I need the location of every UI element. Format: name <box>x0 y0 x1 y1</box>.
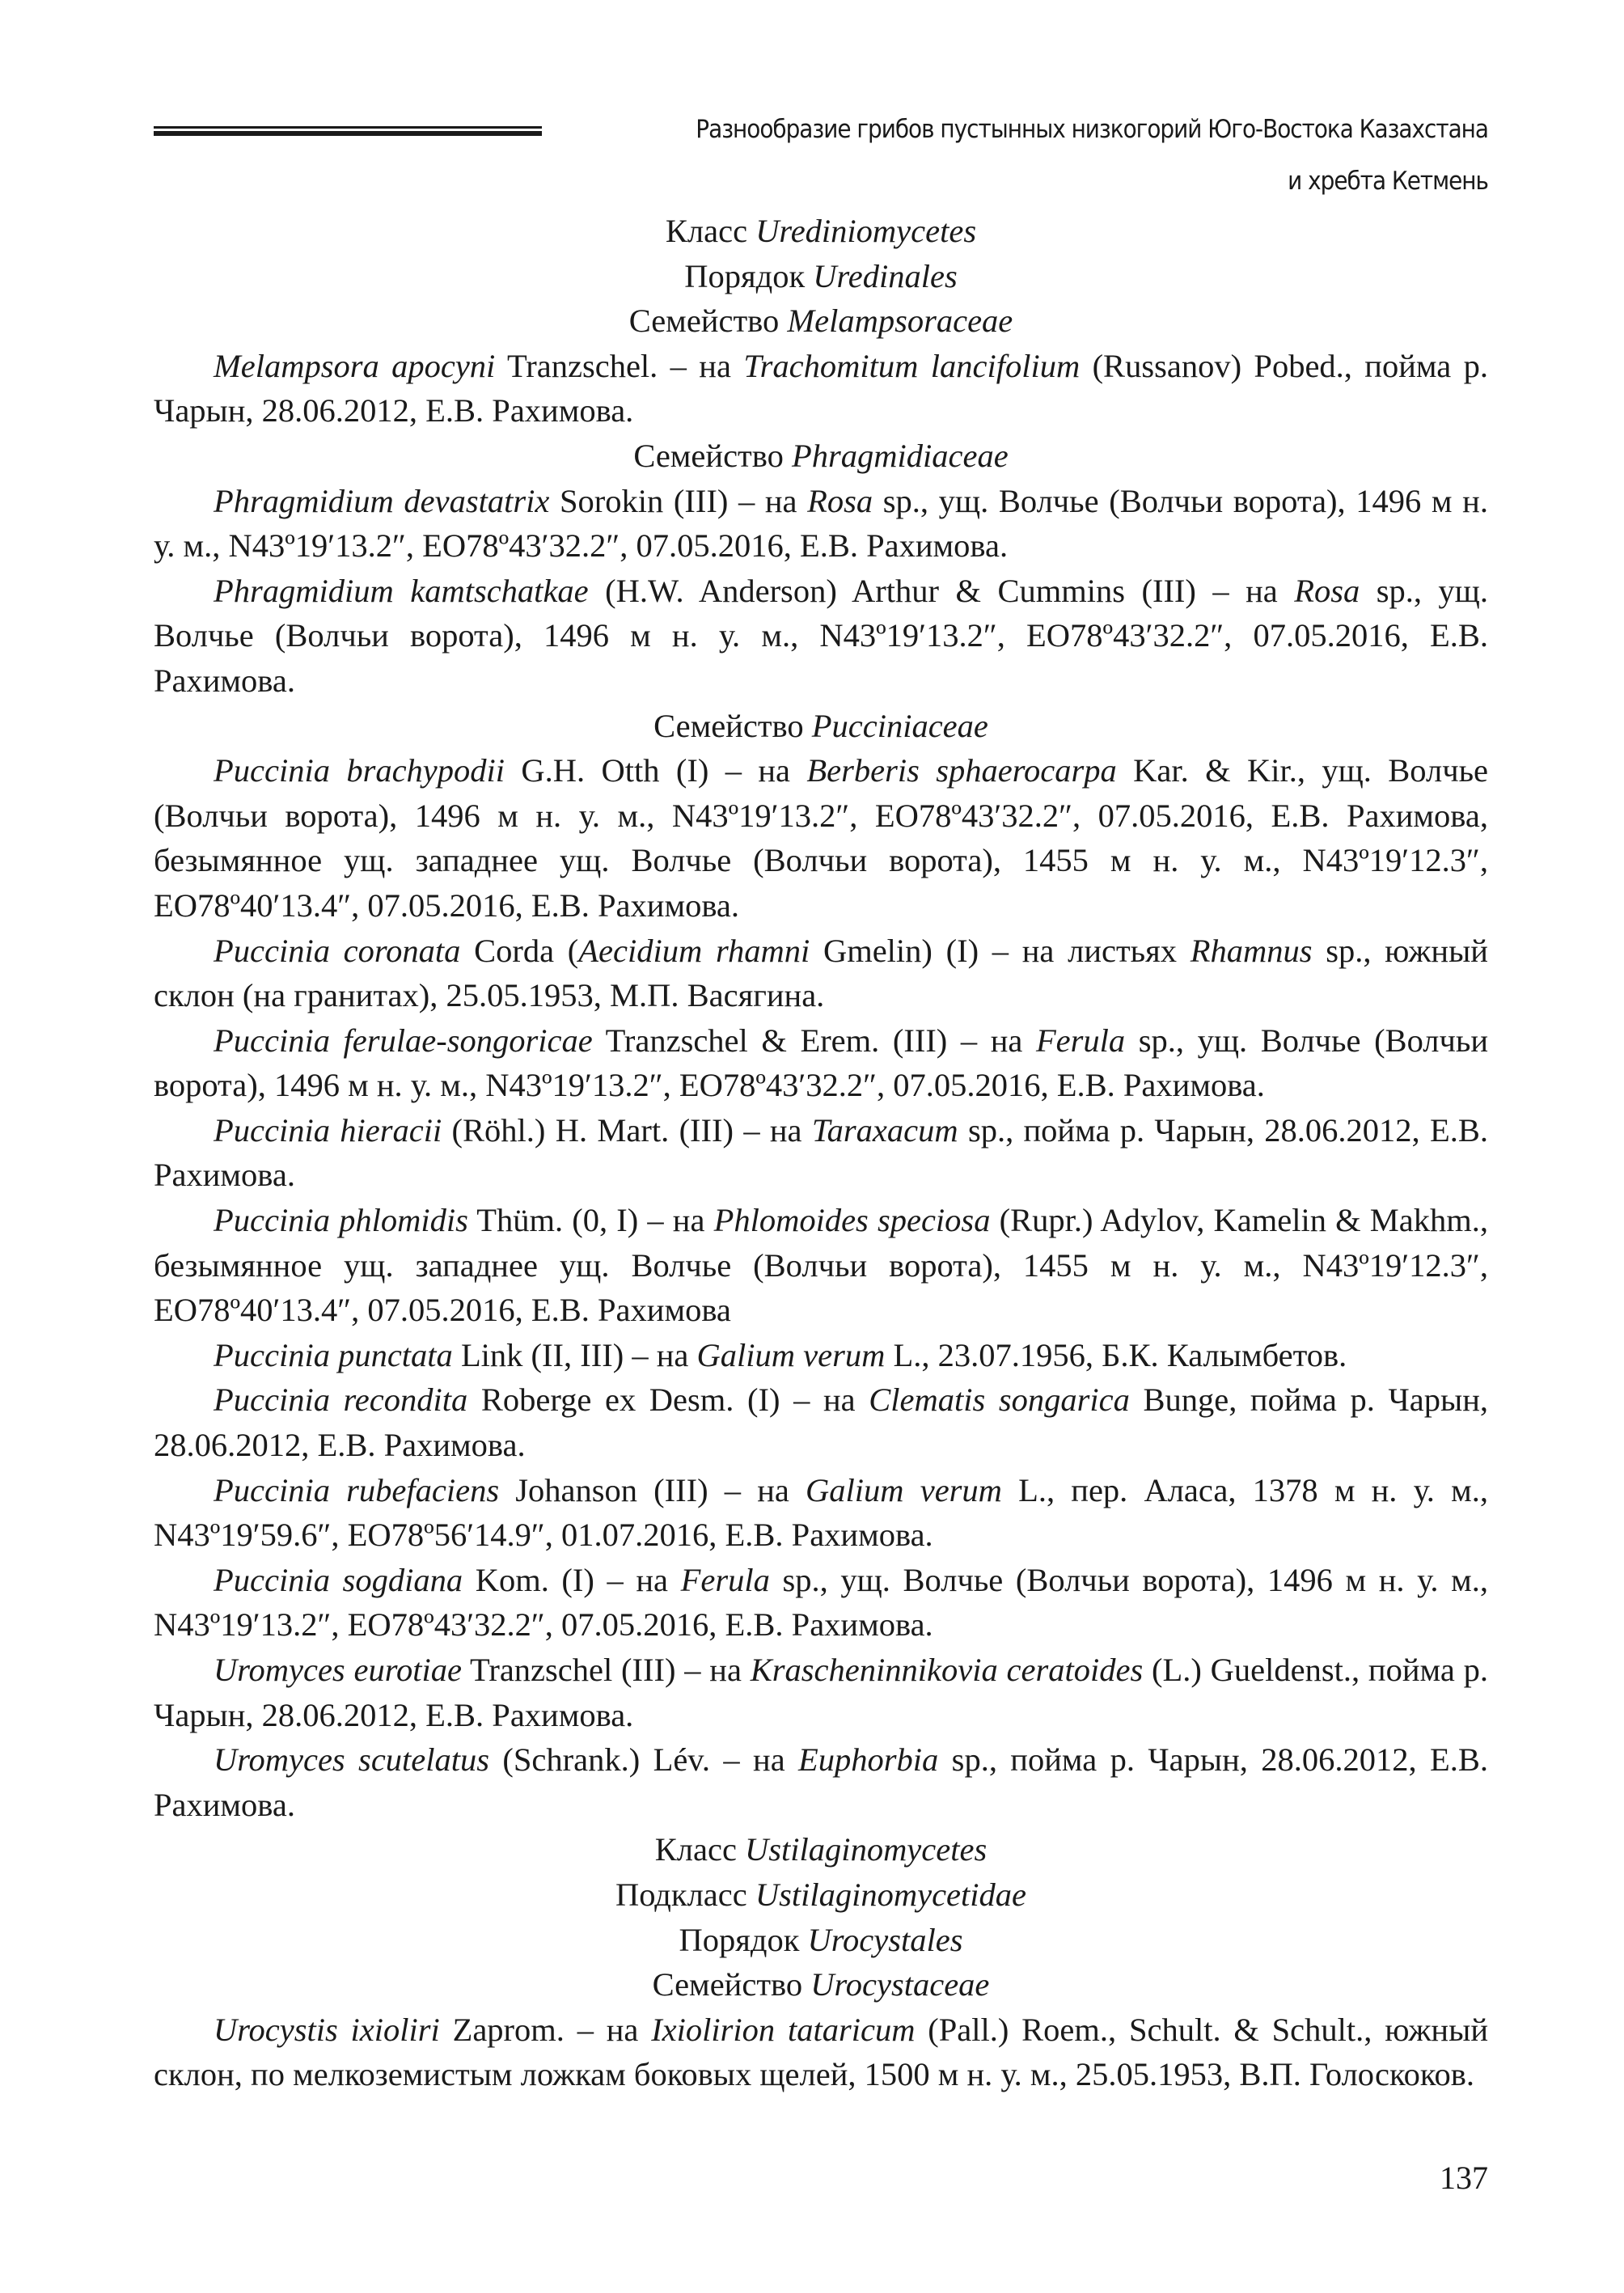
latin-name: Puccinia ferulae-songoricae <box>214 1022 593 1059</box>
entry-text: Zaprom. – на <box>439 2011 652 2048</box>
entry-text: Порядок <box>684 257 814 294</box>
entry-text: Roberge ex Desm. (I) – на <box>467 1381 869 1419</box>
entry-text: Link (II, III) – на <box>452 1336 697 1373</box>
entry-text: sp., пойма р. Чарын, 28.06.2012, Е.В. Рахимова. <box>154 1111 1488 1194</box>
latin-name: Melampsora apocyni <box>214 347 496 384</box>
entry-text: sp., ущ. Волчье (Волчьи ворота), 1496 м н. у. м., N43º19′13.2″, EO78º43′32.2″, 07.05.2016, Е.В. Рахимова. <box>154 1561 1488 1644</box>
entry-text: sp., ущ. Волчье (Волчьи ворота), 1496 м н. у. м., N43º19′13.2″, EO78º43′32.2″, 07.05.2016, Е.В. Рахимова. <box>154 1022 1489 1104</box>
taxon-heading <box>154 1827 1488 1872</box>
species-entry <box>154 1018 1488 1108</box>
latin-name: Phlomoides speciosa <box>713 1202 991 1239</box>
entry-text: Tranzschel & Erem. (III) – на <box>592 1022 1036 1059</box>
entry-text: Семейство <box>633 437 792 474</box>
entry-text: (Rupr.) Adylov, Kamelin & Makhm., безымянное ущ. западнее ущ. Волчье (Волчьи ворота), 1455 м н. у. м., N43º19′12.3″, EO78º40′13.4″, 07.05.2016, Е.В. Рахимова <box>154 1202 1488 1329</box>
taxon-heading <box>154 254 1488 299</box>
latin-name: Puccinia recondita <box>214 1381 468 1419</box>
species-entry <box>154 1737 1488 1827</box>
entry-text: Семейство <box>653 707 812 744</box>
taxon-heading <box>154 434 1488 479</box>
taxon-heading <box>154 1962 1488 2007</box>
species-entry <box>154 1558 1488 1648</box>
running-head <box>598 104 1488 207</box>
species-entry <box>154 929 1488 1018</box>
latin-name: Urediniomycetes <box>755 213 977 249</box>
entry-text: Gmelin) (I) – на листьях <box>810 932 1191 969</box>
entry-text: Johanson (III) – на <box>499 1471 806 1508</box>
entry-text: Kom. (I) – на <box>463 1561 681 1598</box>
entry-text: sp., ущ. Волчье (Волчьи ворота), 1496 м н. у. м., N43º19′13.2″, EO78º43′32.2″, 07.05.2016, Е.В. Рахимова. <box>154 572 1488 699</box>
latin-name: Puccinia rubefaciens <box>214 1471 500 1508</box>
latin-name: Berberis sphaerocarpa <box>806 752 1117 789</box>
entry-text: Семейство <box>628 302 788 340</box>
latin-name: Phragmidiaceae <box>791 437 1009 474</box>
entry-text: Bunge, пойма р. Чарын, 28.06.2012, Е.В. Рахимова. <box>154 1381 1488 1464</box>
species-entry <box>154 1333 1488 1378</box>
header-rule-thick-line <box>154 131 542 136</box>
entry-text: Tranzschel (III) – на <box>461 1652 751 1688</box>
taxon-heading <box>154 1872 1488 1918</box>
latin-name: Puccinia coronata <box>214 932 461 969</box>
latin-name: Uredinales <box>813 257 958 294</box>
entry-text: Kar. & Kir., ущ. Волчье (Волчьи ворота), 1496 м н. у. м., N43º19′13.2″, EO78º43′32.2″, 07.05.2016, Е.В. Рахимова, безымянное ущ. западнее ущ. Волчье (Волчьи ворота), 1455 м н. у. м., N43º19′12.3″, EO78º40′13.4″, 07.05.2016, Е.В. Рахимова. <box>154 752 1489 924</box>
header-rule-thin-line <box>154 126 542 129</box>
taxon-heading <box>154 704 1488 749</box>
latin-name: Puccinia brachypodii <box>214 752 505 789</box>
latin-name: Ferula <box>1035 1022 1126 1059</box>
entry-text: Семейство <box>652 1966 811 2003</box>
entry-text: sp., пойма р. Чарын, 28.06.2012, Е.В. Рахимова. <box>154 1741 1488 1823</box>
entry-text: Порядок <box>679 1921 808 1958</box>
taxon-heading <box>154 298 1488 344</box>
latin-name: Rosa <box>1294 572 1360 609</box>
species-entry <box>154 1648 1488 1737</box>
latin-name: Galium verum <box>696 1336 886 1373</box>
running-head-line-2: и хребта Кетмень <box>1288 167 1488 196</box>
latin-name: Uromyces eurotiae <box>214 1652 462 1688</box>
species-entry <box>154 479 1488 569</box>
entry-text: Класс <box>654 1831 746 1868</box>
species-entry <box>154 1108 1488 1198</box>
latin-name: Clematis songarica <box>869 1381 1130 1419</box>
latin-name: Phragmidium kamtschatkae <box>214 572 589 609</box>
latin-name: Rosa <box>807 482 873 519</box>
latin-name: Pucciniaceae <box>811 707 988 744</box>
header-rule <box>154 126 542 136</box>
latin-name: Puccinia punctata <box>214 1336 453 1373</box>
entry-text: sp., ущ. Волчье (Волчьи ворота), 1496 м н. у. м., N43º19′13.2″, EO78º43′32.2″, 07.05.2016, Е.В. Рахимова. <box>154 482 1488 565</box>
taxon-heading <box>154 1918 1488 1963</box>
page-number: 137 <box>1440 2160 1488 2196</box>
entry-text: Thüm. (0, I) – на <box>467 1202 714 1239</box>
latin-name: Puccinia sogdiana <box>214 1561 463 1598</box>
entry-text: Класс <box>665 213 756 249</box>
species-entry <box>154 569 1488 704</box>
species-entry <box>154 1198 1488 1333</box>
entry-text: L., 23.07.1956, Б.К. Калымбетов. <box>885 1336 1347 1373</box>
taxon-heading <box>154 209 1488 254</box>
latin-name: Puccinia phlomidis <box>214 1202 468 1239</box>
latin-name: Urocystales <box>807 1921 963 1958</box>
latin-name: Galium verum <box>806 1471 1002 1508</box>
entry-text: (Russanov) Pobed., пойма р. Чарын, 28.06.2012, Е.В. Рахимова. <box>154 347 1488 429</box>
species-entry <box>154 748 1488 928</box>
species-entry <box>154 1468 1488 1558</box>
latin-name: Aecidium rhamni <box>578 932 810 969</box>
running-head-line-1: Разнообразие грибов пустынных низкогорий Юго-Востока Казахстана <box>696 115 1488 144</box>
latin-name: Taraxacum <box>811 1111 958 1149</box>
latin-name: Rhamnus <box>1190 932 1313 969</box>
entry-text: (Schrank.) Lév. – на <box>489 1741 799 1779</box>
latin-name: Krascheninnikovia ceratoides <box>750 1652 1144 1688</box>
entry-text: (L.) Gueldenst., пойма р. Чарын, 28.06.2012, Е.В. Рахимова. <box>154 1652 1489 1733</box>
entry-text: (H.W. Anderson) Arthur & Cummins (III) – на <box>588 572 1295 609</box>
latin-name: Ustilaginomycetes <box>745 1831 988 1868</box>
entry-text: G.H. Otth (I) – на <box>505 752 807 789</box>
latin-name: Urocystis ixioliri <box>214 2011 440 2048</box>
latin-name: Ixiolirion tataricum <box>651 2011 916 2048</box>
latin-name: Phragmidium devastatrix <box>214 482 550 519</box>
latin-name: Ferula <box>680 1561 770 1598</box>
page-body <box>154 209 1488 2097</box>
entry-text: Sorokin (III) – на <box>549 482 808 519</box>
latin-name: Melampsoraceae <box>787 302 1013 340</box>
entry-text: L., пер. Аласа, 1378 м н. у. м., N43º19′59.6″, EO78º56′14.9″, 01.07.2016, Е.В. Рахимова. <box>154 1471 1488 1554</box>
latin-name: Euphorbia <box>798 1741 939 1779</box>
latin-name: Trachomitum lancifolium <box>743 347 1081 384</box>
latin-name: Ustilaginomycetidae <box>755 1876 1027 1913</box>
entry-text: sp., южный склон (на гранитах), 25.05.1953, М.П. Васягина. <box>154 932 1488 1014</box>
entry-text: (Röhl.) H. Mart. (III) – на <box>442 1111 812 1149</box>
species-entry <box>154 1377 1488 1467</box>
entry-text: (Pall.) Roem., Schult. & Schult., южный склон, по мелкоземистым ложкам боковых щелей, 1500 м н. у. м., 25.05.1953, В.П. Голоскоков. <box>154 2011 1488 2093</box>
entry-text: Подкласс <box>615 1876 755 1913</box>
species-entry <box>154 344 1488 434</box>
entry-text: Tranzschel. – на <box>495 347 744 384</box>
species-entry <box>154 2007 1488 2097</box>
latin-name: Uromyces scutelatus <box>214 1741 490 1779</box>
entry-text: Corda ( <box>460 932 579 969</box>
latin-name: Puccinia hieracii <box>214 1111 442 1149</box>
latin-name: Urocystaceae <box>810 1966 990 2003</box>
